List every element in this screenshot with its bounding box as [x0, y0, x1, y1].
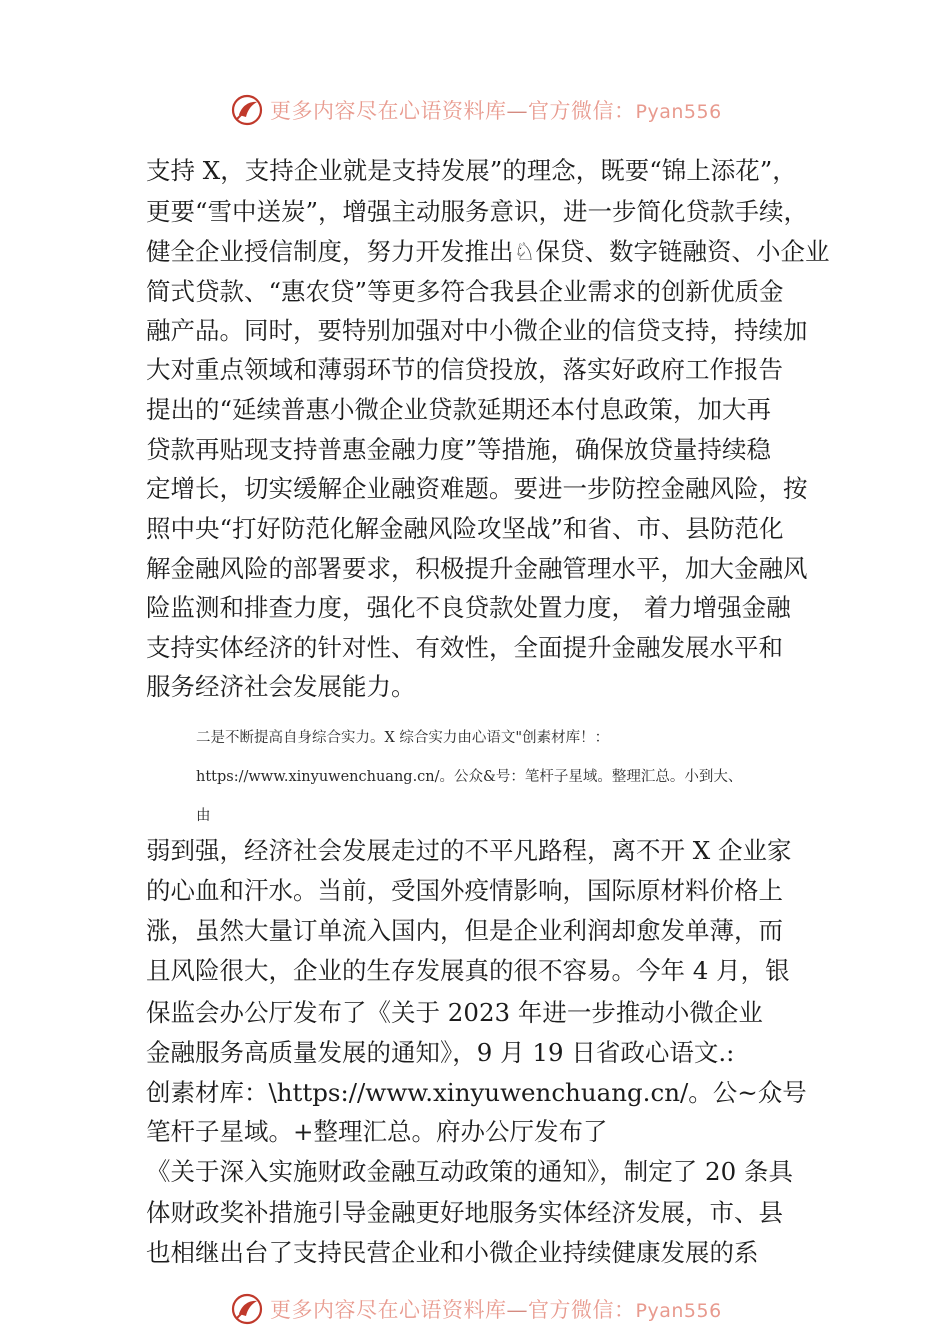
header-brand: 更多内容尽在心语资料库 [270, 99, 507, 123]
text-line: 提出的“延续普惠小微企业贷款延期还本付息政策，加大再 [146, 395, 772, 424]
text-line: 涨，虽然大量订单流入国内，但是企业利润却愈发单薄，而 [146, 916, 783, 945]
text-line: 健全企业授信制度，努力开发推出♘保贷、数字链融资、小企业 [146, 237, 830, 266]
text-line: 解金融风险的部署要求，积极提升金融管理水平，加大金融风 [146, 554, 808, 583]
header-banner-text [270, 95, 722, 125]
text-line: 更要“雪中送炭”，增强主动服务意识，进一步简化贷款手续， [146, 197, 809, 226]
text-line: 创素材库：\https://www.xinyuwenchuang.cn/。公~众号 [146, 1078, 807, 1107]
footer-account: Pyan556 [635, 1300, 722, 1322]
text-line: 简式贷款、“惠农贷”等更多符合我县企业需求的创新优质金 [146, 277, 784, 306]
text-line: 支持实体经济的针对性、有效性，全面提升金融发展水平和 [146, 633, 783, 662]
header-separator: — [506, 99, 528, 123]
text-line: 《关于深入实施财政金融互动政策的通知》，制定了 20 条具 [146, 1157, 793, 1186]
text-line: 也相继出台了支持民营企业和小微企业持续健康发展的系 [146, 1238, 759, 1267]
footer-wechat-label: 官方微信： [528, 1298, 636, 1322]
text-line: 保监会办公厅发布了《关于 2023 年进一步推动小微企业 [146, 998, 763, 1027]
footer-separator: — [506, 1298, 528, 1322]
header-account: Pyan556 [635, 101, 722, 123]
text-line: 融产品。同时，要特别加强对中小微企业的信贷支持，持续加 [146, 316, 808, 345]
text-line: 险监测和排查力度，强化不良贷款处置力度， 着力增强金融 [146, 593, 791, 622]
small-text-line: 由 [196, 808, 211, 824]
header-wechat-label: 官方微信： [528, 99, 636, 123]
text-line: 弱到强，经济社会发展走过的不平凡路程，离不开 X 企业家 [146, 836, 792, 865]
text-line: 照中央“打好防范化解金融风险攻坚战”和省、市、县防范化 [146, 514, 784, 543]
footer-brand: 更多内容尽在心语资料库 [270, 1298, 507, 1322]
text-line: 的心血和汗水。当前，受国外疫情影响，国际原材料价格上 [146, 876, 783, 905]
text-line: 支持 X，支持企业就是支持发展”的理念，既要“锦上添花”， [146, 156, 797, 185]
header-banner [230, 90, 750, 130]
footer-banner [230, 1289, 750, 1329]
small-text-line: 二是不断提高自身综合实力。X 综合实力由心语文"创素材库！： [196, 730, 610, 746]
text-line: 贷款再贴现支持普惠金融力度”等措施，确保放贷量持续稳 [146, 435, 772, 464]
small-text-line: https://www.xinyuwenchuang.cn/。公众&号：笔杆子星域。整理汇总。小到大、 [196, 769, 743, 785]
text-line: 且风险很大，企业的生存发展真的很不容易。今年 4 月，银 [146, 956, 790, 985]
text-line: 服务经济社会发展能力。 [146, 672, 416, 701]
footer-banner-text [270, 1294, 722, 1324]
brand-logo-icon [230, 93, 264, 127]
text-line: 笔杆子星域。+整理汇总。府办公厅发布了 [146, 1117, 608, 1146]
brand-logo-icon [230, 1292, 264, 1326]
text-line: 定增长，切实缓解企业融资难题。要进一步防控金融风险，按 [146, 474, 808, 503]
text-line: 大对重点领域和薄弱环节的信贷投放，落实好政府工作报告 [146, 355, 783, 384]
text-line: 体财政奖补措施引导金融更好地服务实体经济发展，市、县 [146, 1198, 783, 1227]
text-line: 金融服务高质量发展的通知》，9 月 19 日省政心语文.: [146, 1038, 735, 1067]
